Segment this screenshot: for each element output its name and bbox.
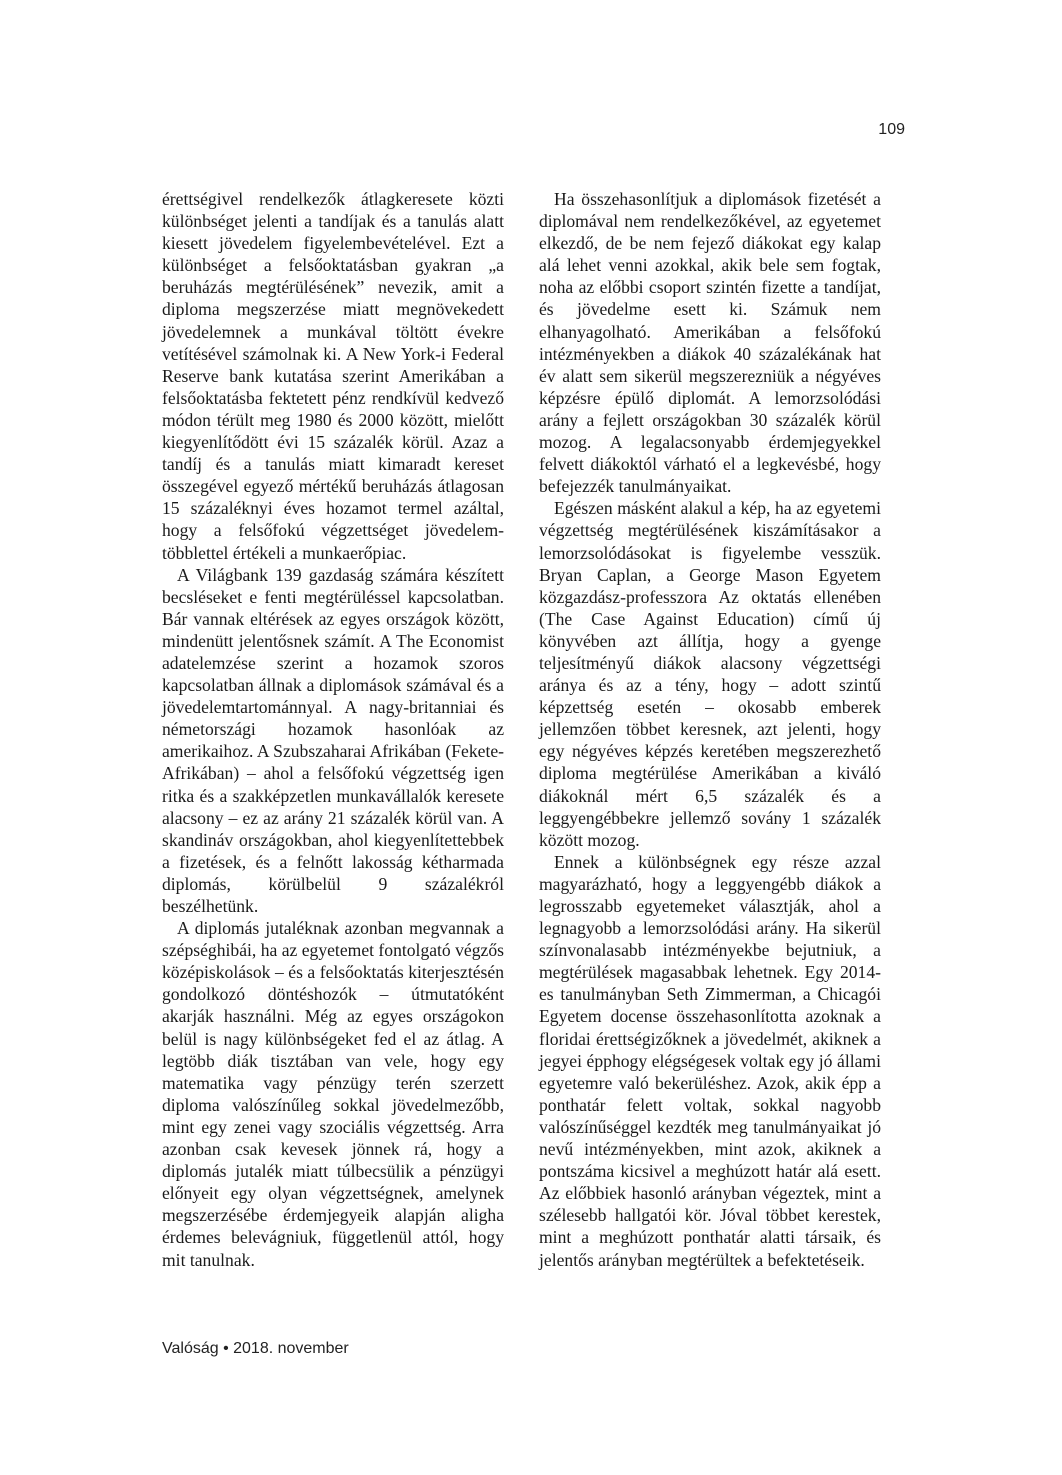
right-column xyxy=(539,188,881,1271)
paragraph-6: Ennek a különbségnek egy része azzal magyarázható, hogy a leggyengébb diákok a legrosszabb egyetemeket választják, ahol a legnagyobb a lemorzsolódási arány. Ha sikerül színvonalasabb intézményekbe bejutniuk, a megtérülések magasabbak lehetnek. Egy 2014-es tanulmányban Seth Zimmerman, a Chicagói Egyetem docense összehasonlította azoknak a floridai érettségizőknek a jövedelmét, akiknek a jegyei épphogy elégségesek voltak egy jó állami egyetemre való bekerüléshez. Azok, akik épp a ponthatár felett voltak, sokkal nagyobb valószínűséggel kezdték meg tanulmányaikat jó nevű intézményekben, mint azok, akiknek a pontszáma kicsivel a meghúzott határ alá esett. Az előbbiek hasonló arányban végeztek, mint a szélesebb hallgatói kör. Jóval többet kerestek, mint a meghúzott ponthatár alatti társaik, és jelentős arányban megtérültek a befektetéseik. xyxy=(539,851,881,1270)
left-column xyxy=(162,188,504,1271)
page-number: 109 xyxy=(878,121,905,138)
paragraph-2: A Világbank 139 gazdaság számára készített becsléseket e fenti megtérüléssel kapcsolatban. Bár vannak eltérések az egyes országok között, mindenütt jelentősnek számít. A The Economist adatelemzése szerint a hozamok szoros kapcsolatban állnak a diplomások számával és a jövedelemtartománnyal. A nagy-britanniai és németországi hozamok hasonlóak az amerikaihoz. A Szubszaharai Afrikában (Fekete-Afrikában) – ahol a felsőfokú végzettség igen ritka és a szakképzetlen munkavállalók keresete alacsony – ez az arány 21 százalék körül van. A skandináv országokban, ahol kiegyenlítettebbek a fizetések, és a felnőtt lakosság kétharmada diplomás, körülbelül 9 százalékról beszélhetünk. xyxy=(162,564,504,916)
paragraph-5: Egészen másként alakul a kép, ha az egyetemi végzettség megtérülésének kiszámításakor a lemorzsolódásokat is figyelembe vesszük. Bryan Caplan, a George Mason Egyetem közgazdász-professzora Az oktatás ellenében (The Case Against Education) című új könyvében azt állítja, hogy a gyenge teljesítményű diákok alacsony végzettségi aránya és az a tény, hogy – adott szintű képzettség esetén – okosabb emberek jellemzően többet keresnek, azt jelenti, hogy egy négyéves képzés keretében megszerezhető diploma megtérülése Amerikában a kiváló diákoknál mért 6,5 százalék és a leggyengébbekre jellemző sovány 1 százalék között mozog. xyxy=(539,498,881,850)
paragraph-1: érettségivel rendelkezők átlagkeresete közti különbséget jelenti a tandíjak és a tanulás alatt kiesett jövedelem figyelembevételével. Ezt a különbséget a felsőoktatásban gyakran „a beruházás megtérülésének” nevezik, amit a diploma megszerzése miatt megnövekedett jövedelemnek a munkával töltött évekre vetítésével számolnak ki. A New York-i Federal Reserve bank kutatása szerint Amerikában a felsőoktatásba fektetett pénz rendkívül kedvező módon térült meg 1980 és 2000 között, mielőtt kiegyenlítődött évi 15 százalék körül. Azaz a tandíj és a tanulás miatt kimaradt kereset összegével egyező mértékű beruházás átlagosan 15 százaléknyi éves hozamot termel azáltal, hogy a felsőfokú végzettséget jövedelem-többlettel értékeli a munkaerőpiac. xyxy=(162,189,504,563)
paragraph-3: A diplomás jutaléknak azonban megvannak a szépséghibái, ha az egyetemet fontolgató végzős középiskolások – és a felsőoktatás kiterjesztésén gondolkozó döntéshozók – útmutatóként akarják használni. Még az egyes országokon belül is nagy különbségeket fed el az átlag. A legtöbb diák tisztában van vele, hogy egy matematika vagy pénzügy terén szerzett diploma valószínűleg sokkal jövedelmezőbb, mint egy zenei vagy szociális végzettség. Arra azonban csak kevesek jönnek rá, hogy a diplomás jutalék miatt túlbecsülik a pénzügyi előnyeit egy olyan végzettségnek, amelynek megszerzésébe érdemjegyeik alapján aligha érdemes belevágniuk, függetlenül attól, hogy mit tanulnak. xyxy=(162,918,504,1270)
paragraph-4: Ha összehasonlítjuk a diplomások fizetését a diplomával nem rendelkezőkével, az egyetemet elkezdő, de be nem fejező diákokat egy kalap alá lehet venni azokkal, akik bele sem fogtak, noha az előbbi csoport szintén fizette a tandíjat, és jövedelme esett ki. Számuk nem elhanyagolható. Amerikában a felsőfokú intézményekben a diákok 40 százalékának hat év alatt sem sikerül megszerezniük a négyéves képzésre épülő diplomát. A lemorzsolódási arány a fejlett országokban 30 százalék körül mozog. A legalacsonyabb érdemjegyekkel felvett diákoktól várható el a legkevésbé, hogy befejezzék tanulmányaikat. xyxy=(539,189,881,497)
footer-journal-issue: Valóság • 2018. november xyxy=(162,1340,349,1357)
